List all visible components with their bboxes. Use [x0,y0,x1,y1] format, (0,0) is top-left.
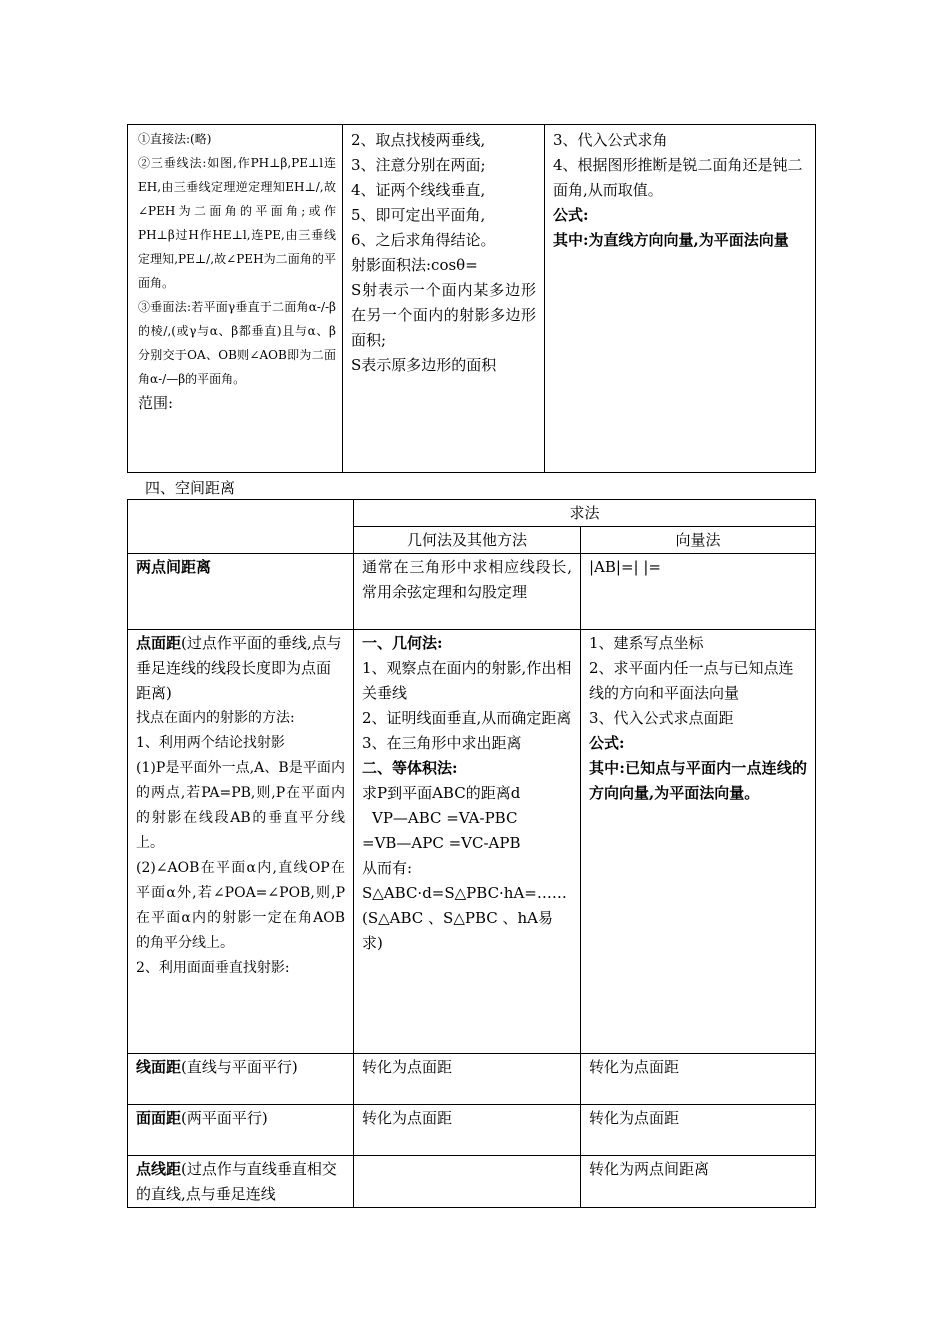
vector-step-3: 3、代入公式求角 [553,131,668,149]
point-line-desc: (过点作与直线垂直相交的直线,点与垂足连线 [136,1160,337,1203]
row-point-plane-geo [354,630,581,1054]
three-perpendicular-method: ②三垂线法:如图,作PH⊥β,PE⊥l连EH,由三垂线定理逆定理知EH⊥/,故∠PEH为二面角的平面角;或作PH⊥β过H作HE⊥l,连PE,由三垂线定理知,PE⊥/,故∠PEH为二面角的平面角。 [138,156,336,290]
range-label: 范围: [138,394,174,412]
vec-formula-note: 其中:已知点与平面内一点连线的方向向量,为平面法向量。 [589,759,808,802]
method-cell [128,125,343,473]
projection-conclusion-2: (2)∠AOB在平面α内,直线OP在平面α外,若∠POA=∠POB,则,P在平面α内的射影一定在角AOB的角平分线上。 [136,860,345,951]
row-two-point-vec: |AB|=| |= [581,554,816,630]
original-area-note: S表示原多边形的面积 [351,356,497,374]
header-empty [128,500,354,554]
distance-table [127,499,816,1208]
projection-method-1: 1、利用两个结论找射影 [136,735,285,751]
point-plane-title: 点面距 [136,634,182,652]
direct-method: ①直接法:(略) [138,132,212,146]
geo-step-3: 3、在三角形中求出距离 [362,734,522,752]
perpendicular-plane-method: ③垂面法:若平面γ垂直于二面角α-/-β的棱/,(或γ与α、β都垂直)且与α、β分别交于OA、OB则∠AOB即为二面角α-/—β的平面角。 [138,300,336,386]
equal-volume-head: 二、等体积法: [362,759,458,777]
geo-step-1: 1、观察点在面内的射影,作出相关垂线 [362,659,572,702]
row-plane-plane-vec: 转化为点面距 [581,1105,816,1156]
line-plane-title: 线面距 [136,1058,182,1076]
easy-note: (S△ABC 、S△PBC 、hA易求) [362,909,553,952]
point-plane-desc: (过点作平面的垂线,点与垂足连线的线段长度即为点面距离) [136,634,342,702]
geometric-method-head: 一、几何法: [362,634,443,652]
row-line-plane-vec: 转化为点面距 [581,1054,816,1105]
steps-cell [343,125,545,473]
vec-step-3: 3、代入公式求点面距 [589,709,734,727]
header-vector: 向量法 [581,527,816,554]
step-3: 3、注意分别在两面; [351,156,486,174]
point-line-title: 点线距 [136,1160,182,1178]
projection-method-title: 找点在面内的射影的方法: [136,710,295,726]
vector-step-4: 4、根据图形推断是锐二面角还是钝二面角,从而取值。 [553,156,803,199]
row-point-line-name [128,1156,354,1208]
header-geometric: 几何法及其他方法 [354,527,581,554]
row-line-plane-geo: 转化为点面距 [354,1054,581,1105]
area-equation: S△ABC·d=S△PBC·hA=…… [362,884,567,902]
dihedral-angle-table [127,124,816,473]
step-4: 4、证两个线线垂直, [351,181,486,199]
plane-plane-title: 面面距 [136,1109,182,1127]
step-6: 6、之后求角得结论。 [351,231,496,249]
geo-step-2: 2、证明线面垂直,从而确定距离 [362,709,572,727]
header-method: 求法 [354,500,816,527]
vec-formula-label: 公式: [589,734,625,752]
step-5: 5、即可定出平面角, [351,206,486,224]
hence-label: 从而有: [362,859,413,877]
projection-area-note: S射表示一个面内某多边形在另一个面内的射影多边形面积; [351,281,536,349]
projection-method-2: 2、利用面面垂直找射影: [136,960,290,976]
projection-conclusion-1: (1)P是平面外一点,A、B是平面内的两点,若PA=PB,则,P在平面内的射影在线段AB的垂直平分线上。 [136,760,345,851]
row-point-line-geo [354,1156,581,1208]
volume-equation-2: =VB—APC =VC-APB [362,834,521,852]
plane-plane-desc: (两平面平行) [181,1109,268,1127]
step-2: 2、取点找棱两垂线, [351,131,486,149]
row-plane-plane-name [128,1105,354,1156]
distance-d-line: 求P到平面ABC的距离d [362,784,521,802]
row-point-line-vec: 转化为两点间距离 [581,1156,816,1208]
row-line-plane-name [128,1054,354,1105]
section-title: 四、空间距离 [145,479,236,497]
formula-note: 其中:为直线方向向量,为平面法向量 [553,231,789,249]
projection-area-method: 射影面积法:cosθ= [351,256,478,274]
row-two-point-name: 两点间距离 [128,554,354,630]
line-plane-desc: (直线与平面平行) [181,1058,298,1076]
row-point-plane-name [128,630,354,1054]
row-point-plane-vec [581,630,816,1054]
formula-label: 公式: [553,206,589,224]
row-two-point-geo: 通常在三角形中求相应线段长,常用余弦定理和勾股定理 [354,554,581,630]
vec-step-2: 2、求平面内任一点与已知点连线的方向和平面法向量 [589,659,794,702]
volume-equation-1: VP—ABC =VA-PBC [372,809,518,827]
vector-cell [545,125,816,473]
row-plane-plane-geo: 转化为点面距 [354,1105,581,1156]
vec-step-1: 1、建系写点坐标 [589,634,704,652]
